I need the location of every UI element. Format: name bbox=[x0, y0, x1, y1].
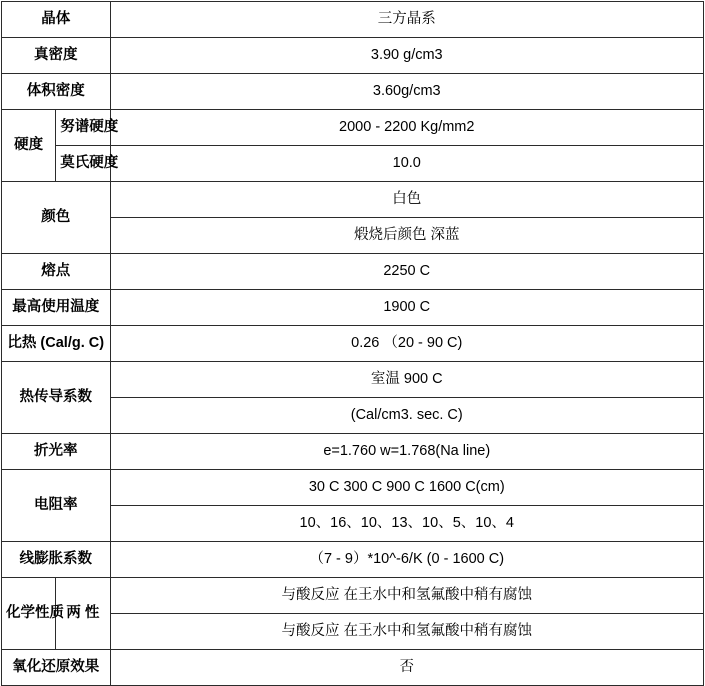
table-row bbox=[2, 650, 704, 686]
material-properties-table bbox=[1, 1, 704, 686]
property-value: 1900 C bbox=[110, 290, 704, 326]
property-name: 最高使用温度 bbox=[2, 290, 111, 326]
table-row bbox=[2, 542, 704, 578]
property-name-amphoteric: 两 性 bbox=[56, 578, 110, 650]
property-name: 折光率 bbox=[2, 434, 111, 470]
property-value: 10.0 bbox=[110, 146, 704, 182]
property-name: 氧化还原效果 bbox=[2, 650, 111, 686]
properties-sheet bbox=[0, 1, 705, 676]
table-row bbox=[2, 470, 704, 506]
property-value: (Cal/cm3. sec. C) bbox=[110, 398, 704, 434]
property-value: 与酸反应 在王水中和氢氟酸中稍有腐蚀 bbox=[110, 578, 704, 614]
property-name-thermal-conductivity: 热传导系数 bbox=[2, 362, 111, 434]
table-row bbox=[2, 146, 704, 182]
property-value: 白色 bbox=[110, 182, 704, 218]
table-row bbox=[2, 38, 704, 74]
property-value: e=1.760 w=1.768(Na line) bbox=[110, 434, 704, 470]
property-value: 10、16、10、13、10、5、10、4 bbox=[110, 506, 704, 542]
property-name: 熔点 bbox=[2, 254, 111, 290]
property-value: 与酸反应 在王水中和氢氟酸中稍有腐蚀 bbox=[110, 614, 704, 650]
property-value: 室温 900 C bbox=[110, 362, 704, 398]
property-value: 3.60g/cm3 bbox=[110, 74, 704, 110]
property-name: 努谱硬度 bbox=[56, 110, 110, 146]
property-value: 三方晶系 bbox=[110, 2, 704, 38]
table-row bbox=[2, 362, 704, 398]
property-value: 30 C 300 C 900 C 1600 C(cm) bbox=[110, 470, 704, 506]
table-row bbox=[2, 434, 704, 470]
property-name-color: 颜色 bbox=[2, 182, 111, 254]
table-row bbox=[2, 326, 704, 362]
property-name: 莫氏硬度 bbox=[56, 146, 110, 182]
property-name: 体积密度 bbox=[2, 74, 111, 110]
property-value: 0.26 （20 - 90 C) bbox=[110, 326, 704, 362]
table-row bbox=[2, 2, 704, 38]
property-value: （7 - 9）*10^-6/K (0 - 1600 C) bbox=[110, 542, 704, 578]
property-value: 煅烧后颜色 深蓝 bbox=[110, 218, 704, 254]
property-name: 线膨胀系数 bbox=[2, 542, 111, 578]
table-row bbox=[2, 254, 704, 290]
property-value: 3.90 g/cm3 bbox=[110, 38, 704, 74]
table-row bbox=[2, 290, 704, 326]
table-row bbox=[2, 578, 704, 614]
table-row bbox=[2, 110, 704, 146]
property-name: 晶体 bbox=[2, 2, 111, 38]
property-value: 否 bbox=[110, 650, 704, 686]
table-row bbox=[2, 74, 704, 110]
property-name-resistivity: 电阻率 bbox=[2, 470, 111, 542]
property-group-chemical: 化学性质 bbox=[2, 578, 56, 650]
table-row bbox=[2, 182, 704, 218]
property-group-hardness: 硬度 bbox=[2, 110, 56, 182]
property-value: 2250 C bbox=[110, 254, 704, 290]
property-value: 2000 - 2200 Kg/mm2 bbox=[110, 110, 704, 146]
property-name: 比热 (Cal/g. C) bbox=[2, 326, 111, 362]
property-name: 真密度 bbox=[2, 38, 111, 74]
